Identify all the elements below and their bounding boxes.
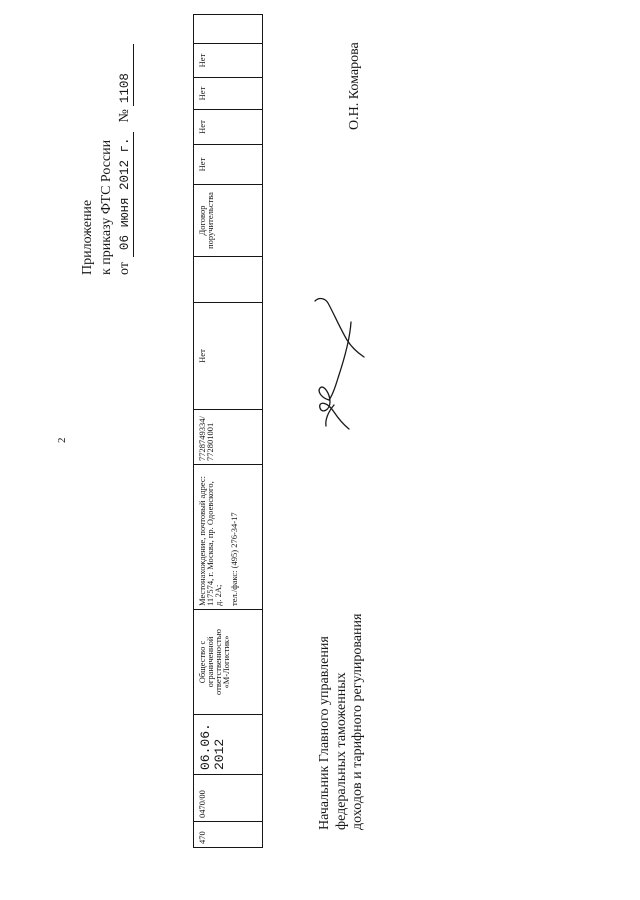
cell-col9 bbox=[194, 184, 262, 256]
phone-line: тел./факс: (495) 276-34-17 bbox=[229, 512, 239, 606]
appendix-title: Приложение bbox=[80, 199, 95, 275]
org-line: ограниченной bbox=[205, 636, 215, 688]
inn-line: 7728749334/ bbox=[197, 416, 207, 461]
cell-reg-number: 0470/00 bbox=[194, 774, 262, 821]
address-line: 117574, г. Москва, пр. Одоевского, bbox=[205, 481, 215, 606]
cell-col10: Нет bbox=[194, 144, 262, 184]
org-line: Общество с bbox=[197, 640, 207, 684]
cell-col12: Нет bbox=[194, 77, 262, 109]
page-number: 2 bbox=[56, 437, 68, 443]
signer-position bbox=[317, 614, 367, 830]
date-prefix: от bbox=[117, 262, 132, 275]
position-line: федеральных таможенных bbox=[333, 672, 349, 830]
position-line: доходов и тарифного регулирования bbox=[350, 613, 365, 830]
cell-col11: Нет bbox=[194, 109, 262, 144]
kpp-line: 772801001 bbox=[205, 422, 215, 461]
cell-index: 470 bbox=[194, 821, 262, 847]
cell-col14-empty bbox=[194, 15, 262, 43]
address-line: д. 2А; bbox=[213, 584, 223, 606]
register-table bbox=[193, 14, 263, 848]
order-date: 06 июня 2012 г. bbox=[118, 132, 134, 258]
number-sign: № bbox=[117, 109, 132, 123]
order-date-line bbox=[116, 44, 135, 275]
cell-inn-kpp bbox=[194, 409, 262, 464]
order-reference: к приказу ФТС России bbox=[98, 139, 114, 275]
cell-address bbox=[194, 464, 262, 609]
appendix-header bbox=[79, 44, 135, 275]
cell-organization bbox=[194, 609, 262, 714]
col9-line: Договор bbox=[197, 205, 207, 236]
date-line-2: 2012 bbox=[212, 738, 227, 770]
signatory-name: О.Н. Комарова bbox=[347, 42, 362, 130]
col9-line: поручительства bbox=[205, 192, 215, 249]
cell-col7: Нет bbox=[194, 302, 262, 409]
position-line: Начальник Главного управления bbox=[317, 636, 332, 830]
cell-col8-empty bbox=[194, 256, 262, 302]
org-line: «М-Логистик» bbox=[221, 635, 231, 689]
cell-date bbox=[194, 714, 262, 774]
address-line: Местонахождение, почтовый адрес: bbox=[197, 475, 207, 606]
cell-col13: Нет bbox=[194, 43, 262, 77]
order-number: 1108 bbox=[118, 44, 134, 106]
org-line: ответственностью bbox=[213, 629, 223, 695]
date-line-1: 06.06. bbox=[198, 723, 213, 770]
